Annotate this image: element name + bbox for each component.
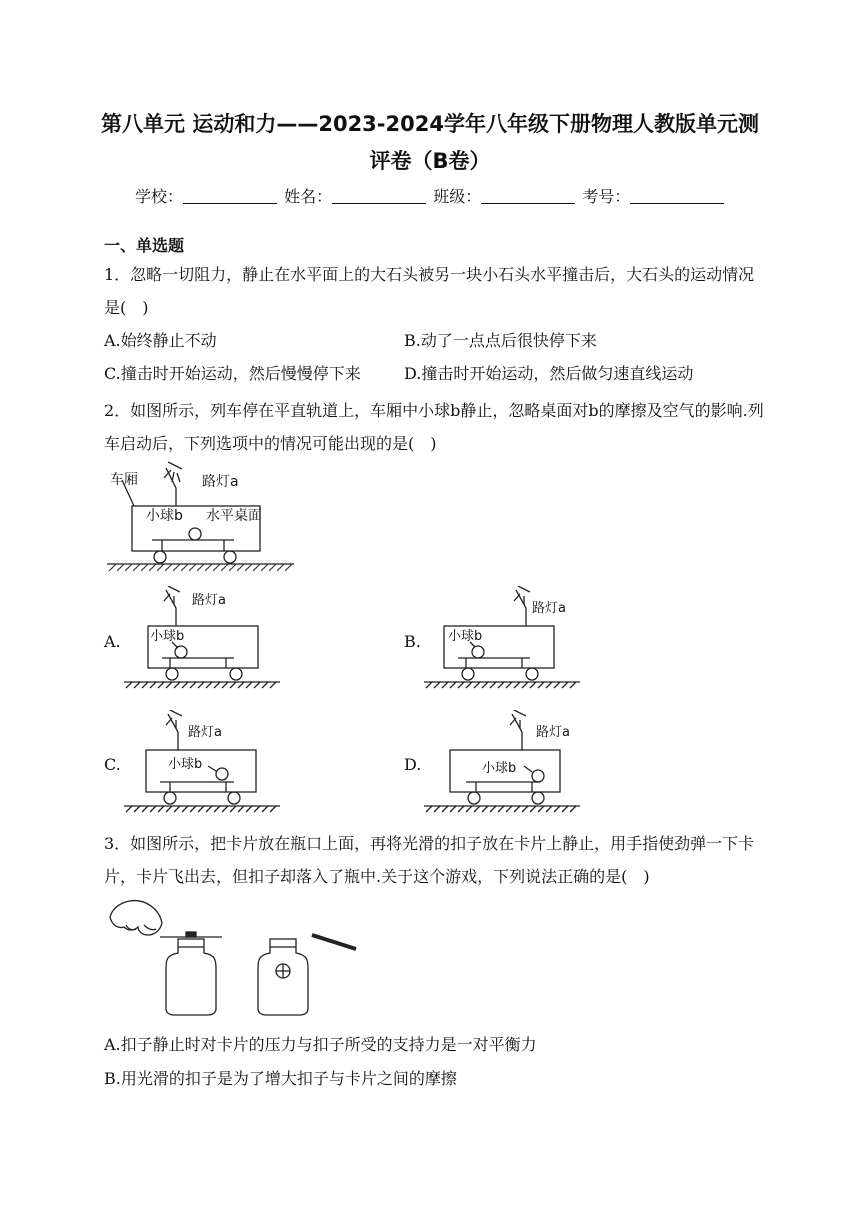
q2-stem: 2．如图所示，列车停在平直轨道上，车厢中小球b静止，忽略桌面对b的摩擦及空气的影响.列车启动后，下列选项中的情况可能出现的是( ) [104,401,764,453]
q1-option-c[interactable]: C.撞击时开始运动，然后慢慢停下来 [104,364,361,383]
ball-label: 小球b [150,629,185,644]
school-blank[interactable] [183,189,277,204]
q3-option-a[interactable]: A.扣子静止时对卡片的压力与扣子所受的支持力是一对平衡力 [104,1035,537,1054]
card-icon [312,935,356,949]
q2-option-c-figure[interactable] [122,710,282,814]
ball-label: 小球b [448,629,483,644]
school-label: 学校： [135,187,184,206]
q2-option-a-label[interactable]: A. [104,632,121,651]
q1-stem: 1．忽略一切阻力，静止在水平面上的大石头被另一块小石头水平撞击后，大石头的运动情况是( ) [104,265,755,317]
q3-stem: 3．如图所示，把卡片放在瓶口上面，再将光滑的扣子放在卡片上静止，用手指使劲弹一下卡片，卡片飞出去，但扣子却落入了瓶中.关于这个游戏，下列说法正确的是( ) [104,834,755,886]
q2-option-b-figure[interactable] [422,586,582,690]
table-label: 水平桌面 [206,508,262,524]
ball-label: 小球b [482,761,517,776]
q3-bottle-figure [104,895,364,1019]
ball-label: 小球b [146,508,183,524]
q2-option-a-figure[interactable] [122,586,282,690]
q2-option-d-figure[interactable] [422,710,582,814]
lamp-label: 路灯a [192,593,226,608]
q1-option-b[interactable]: B.动了一点点后很快停下来 [404,331,597,350]
exam-title-line-1: 第八单元 运动和力——2023-2024学年八年级下册物理人教版单元测 [101,112,759,136]
q3-option-b[interactable]: B.用光滑的扣子是为了增大扣子与卡片之间的摩擦 [104,1069,457,1088]
class-blank[interactable] [481,189,575,204]
section-heading: 一、单选题 [104,236,185,255]
q1-option-d[interactable]: D.撞击时开始运动，然后做匀速直线运动 [404,364,694,383]
carriage-label: 车厢 [110,472,138,488]
class-label: 班级： [433,187,482,206]
lamp-label: 路灯a [188,725,222,740]
exam-number-blank[interactable] [630,189,724,204]
lamp-label: 路灯a [202,474,239,490]
q2-option-c-label[interactable]: C. [104,755,121,774]
exam-title-line-2: 评卷（B卷） [369,149,491,173]
ball-label: 小球b [168,757,203,772]
exam-number-label: 考号： [582,187,631,206]
student-info-row [135,184,726,207]
lamp-label: 路灯a [536,725,570,740]
ground-hatch [109,564,292,571]
name-label: 姓名： [284,187,333,206]
name-blank[interactable] [332,189,426,204]
q2-option-d-label[interactable]: D. [404,755,422,774]
q2-option-b-label[interactable]: B. [404,632,421,651]
lamp-label: 路灯a [532,601,566,616]
q1-option-a[interactable]: A.始终静止不动 [104,331,217,350]
q2-main-figure [104,458,294,576]
